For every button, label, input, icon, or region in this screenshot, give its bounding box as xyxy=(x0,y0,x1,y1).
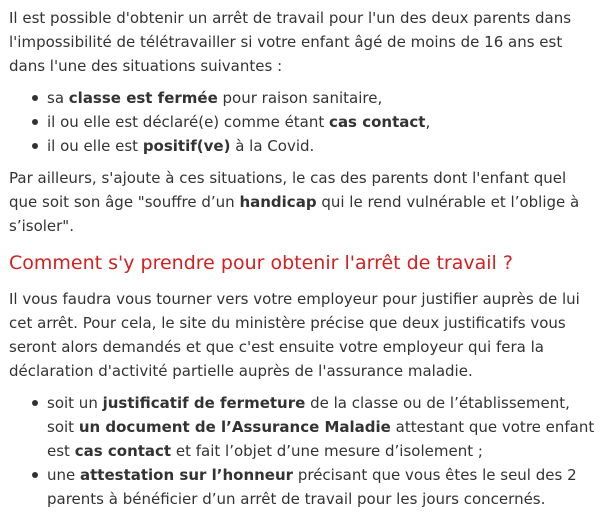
handicap-paragraph xyxy=(9,166,597,238)
list-item-text: attestant que votre enfant est xyxy=(47,418,595,460)
list-item-bold: positif(ve) xyxy=(142,137,231,155)
list-item-bold: cas contact xyxy=(74,442,172,460)
list-item-bold: un document de l’Assurance Maladie xyxy=(78,418,391,436)
list-item-text: précisant que vous êtes le seul des 2 parents à bénéficier d’un arrêt de travail pour les jours concernés. xyxy=(47,466,577,508)
list-item-text: il ou elle est xyxy=(47,137,143,155)
employer-paragraph: Il vous faudra vous tourner vers votre employeur pour justifier auprès de lui cet arrêt. Pour cela, le site du ministère précise que deux justificatifs vous seront alors demandés et que c'est ensuite votre employeur qui fera la déclaration d'activité partielle auprès de l'assurance maladie. xyxy=(9,290,580,380)
list-item xyxy=(28,134,597,158)
list-item xyxy=(28,391,597,463)
situations-list xyxy=(9,86,597,158)
list-item-text: et fait l’objet d’une mesure d’isolement ; xyxy=(171,442,483,460)
list-item-text: , xyxy=(425,113,431,131)
paragraph-text: qui le rend vulnérable et l’oblige à s’isoler". xyxy=(9,193,580,235)
justificatifs-list xyxy=(9,391,597,511)
paragraph-text: Par ailleurs, s'ajoute à ces situations, le cas des parents dont l'enfant quel que soit son âge "souffre d’un xyxy=(9,169,567,211)
list-item-text: une xyxy=(47,466,81,484)
list-item xyxy=(28,463,597,511)
list-item-text: il ou elle est déclaré(e) comme étant xyxy=(47,113,330,131)
list-item-text: pour raison sanitaire, xyxy=(217,89,383,107)
list-item-bold: attestation sur l’honneur xyxy=(80,466,294,484)
intro-paragraph: Il est possible d'obtenir un arrêt de travail pour l'un des deux parents dans l'impossibilité de télétravailler si votre enfant âgé de moins de 16 ans est dans l'une des situations suivantes : xyxy=(9,9,572,75)
list-item-text: de la classe ou de l’établissement, soit xyxy=(47,394,570,436)
list-item-bold: justificatif de fermeture xyxy=(102,394,306,412)
list-item xyxy=(28,110,597,134)
section-heading: Comment s'y prendre pour obtenir l'arrêt de travail ? xyxy=(9,252,513,274)
list-item xyxy=(28,86,597,110)
list-item-bold: cas contact xyxy=(329,113,426,131)
list-item-text: soit un xyxy=(47,394,103,412)
list-item-text: sa xyxy=(47,89,69,107)
list-item-bold: classe est fermée xyxy=(68,89,218,107)
paragraph-bold: handicap xyxy=(239,193,317,211)
list-item-text: à la Covid. xyxy=(230,137,315,155)
